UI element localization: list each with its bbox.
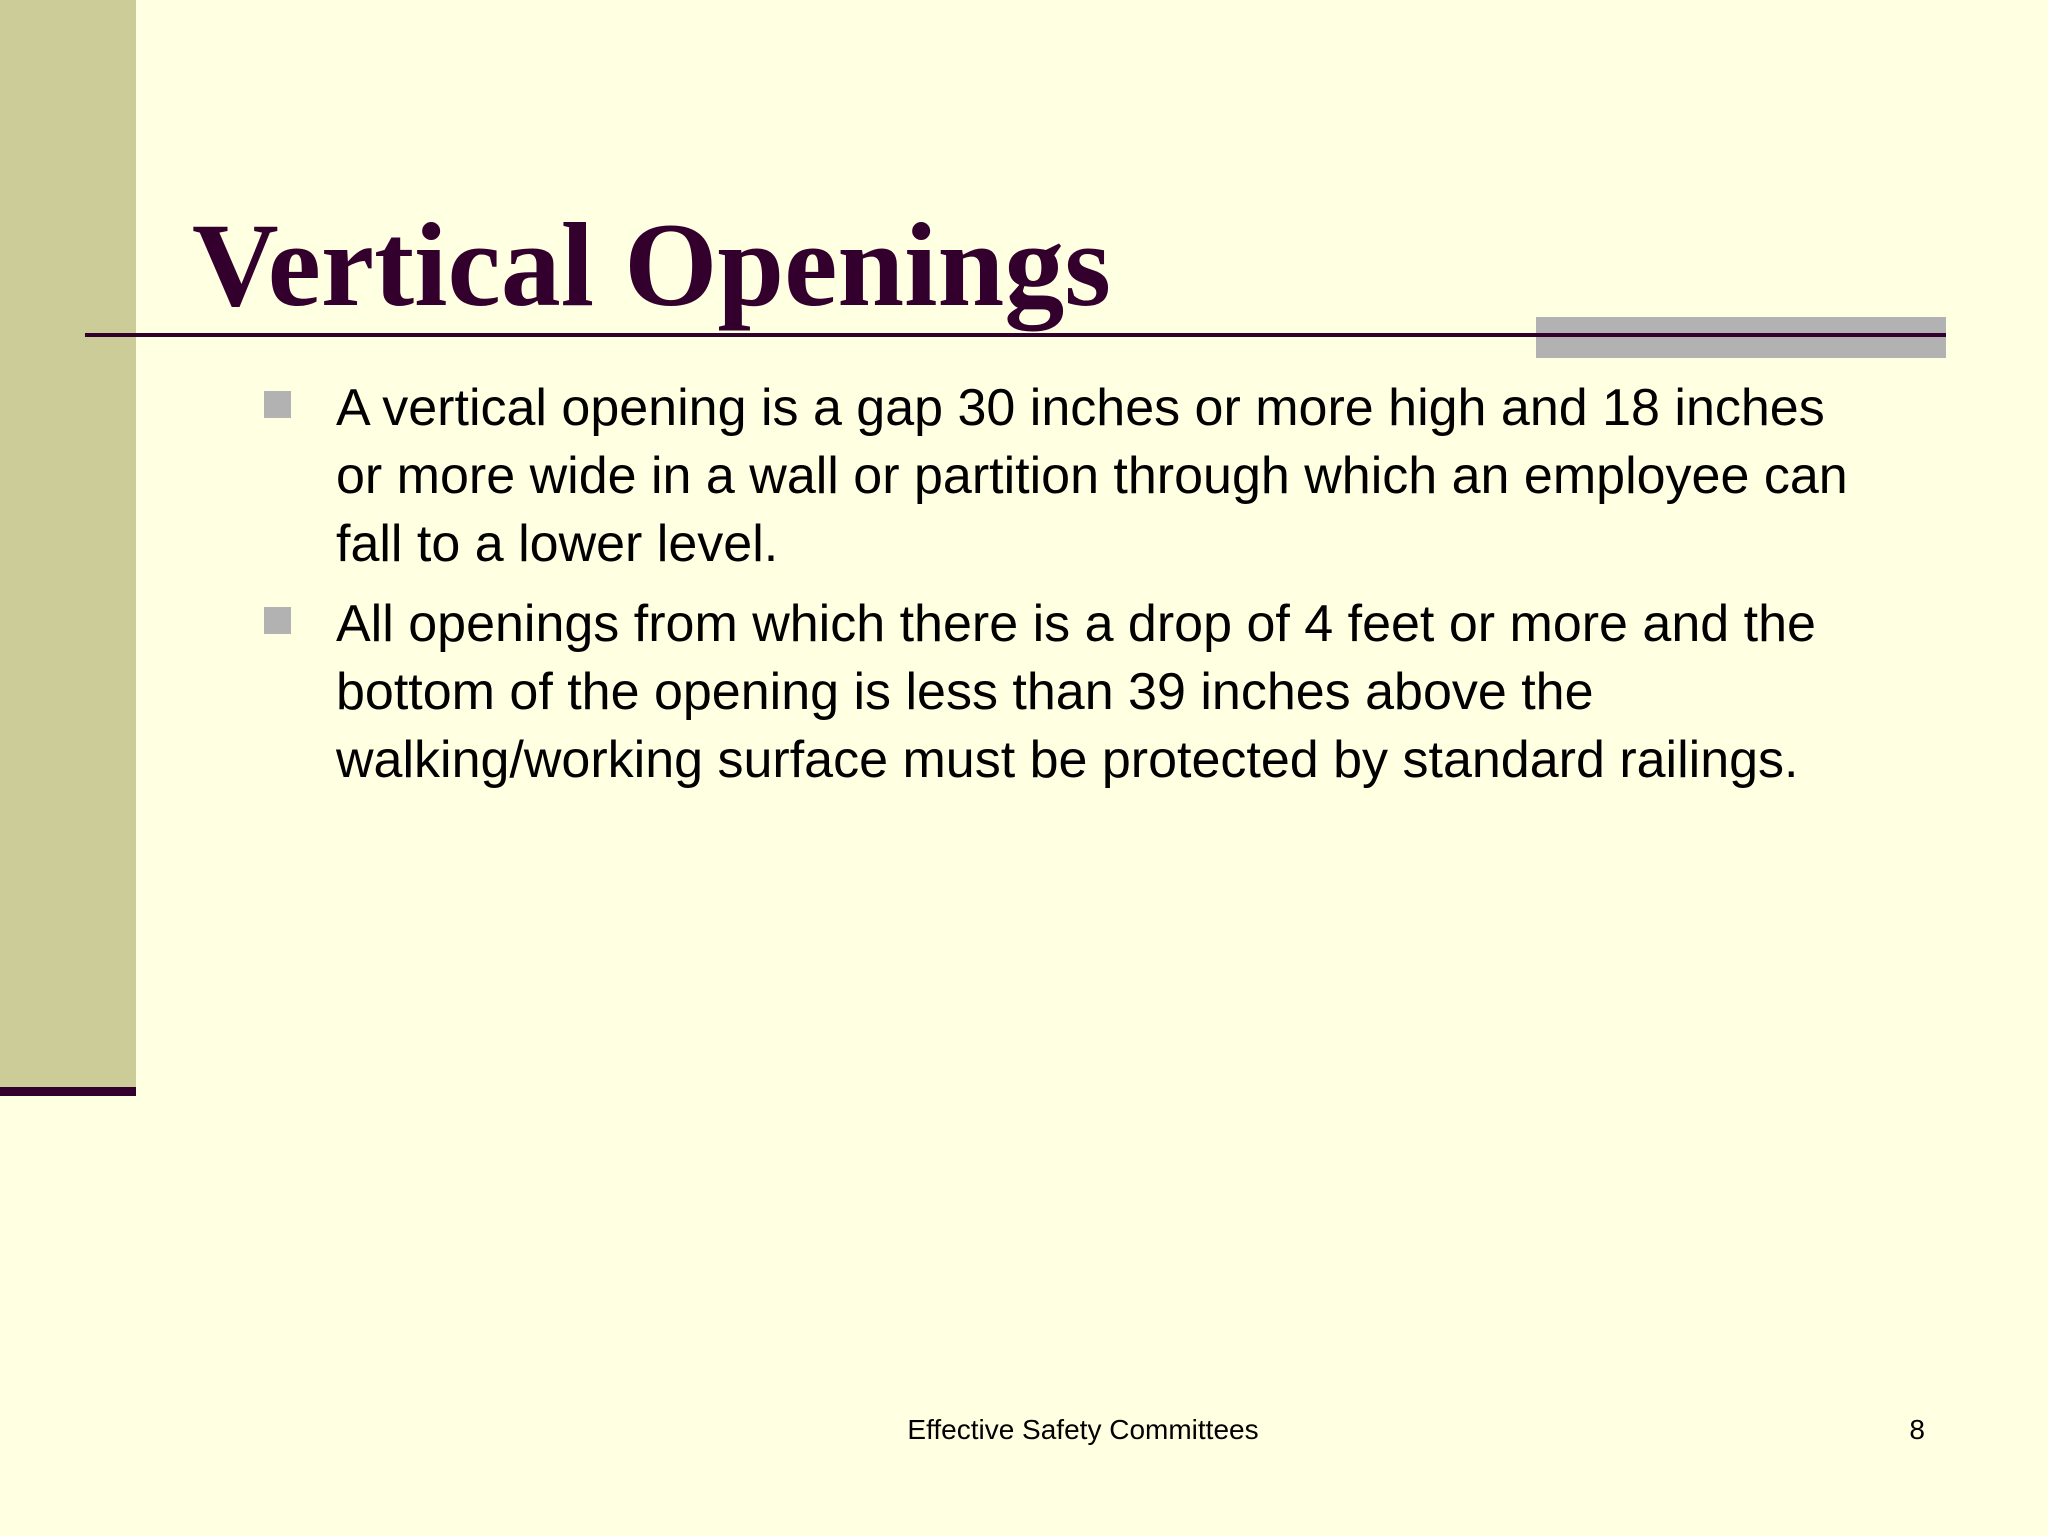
square-bullet-icon — [264, 391, 291, 418]
title-accent-line — [1536, 333, 1946, 337]
bullet-text: A vertical opening is a gap 30 inches or more high and 18 inches or more wide in a wall or partition through which an employee can fall to a lower level. — [336, 379, 1848, 573]
square-bullet-icon — [264, 607, 291, 634]
title-accent-bar — [1536, 317, 1946, 358]
bullet-item — [262, 590, 1882, 794]
side-bar-underline — [0, 1087, 136, 1096]
side-decoration-bar — [0, 0, 136, 1088]
page-number: 8 — [1909, 1414, 1925, 1445]
bullet-list — [262, 374, 1882, 806]
bullet-item — [262, 374, 1882, 578]
bullet-text: All openings from which there is a drop of 4 feet or more and the bottom of the opening is less than 39 inches above the walking/working surface must be protected by standard railings. — [336, 595, 1816, 789]
slide-title: Vertical Openings — [192, 198, 1111, 331]
footer-text: Effective Safety Committees — [907, 1414, 1259, 1445]
